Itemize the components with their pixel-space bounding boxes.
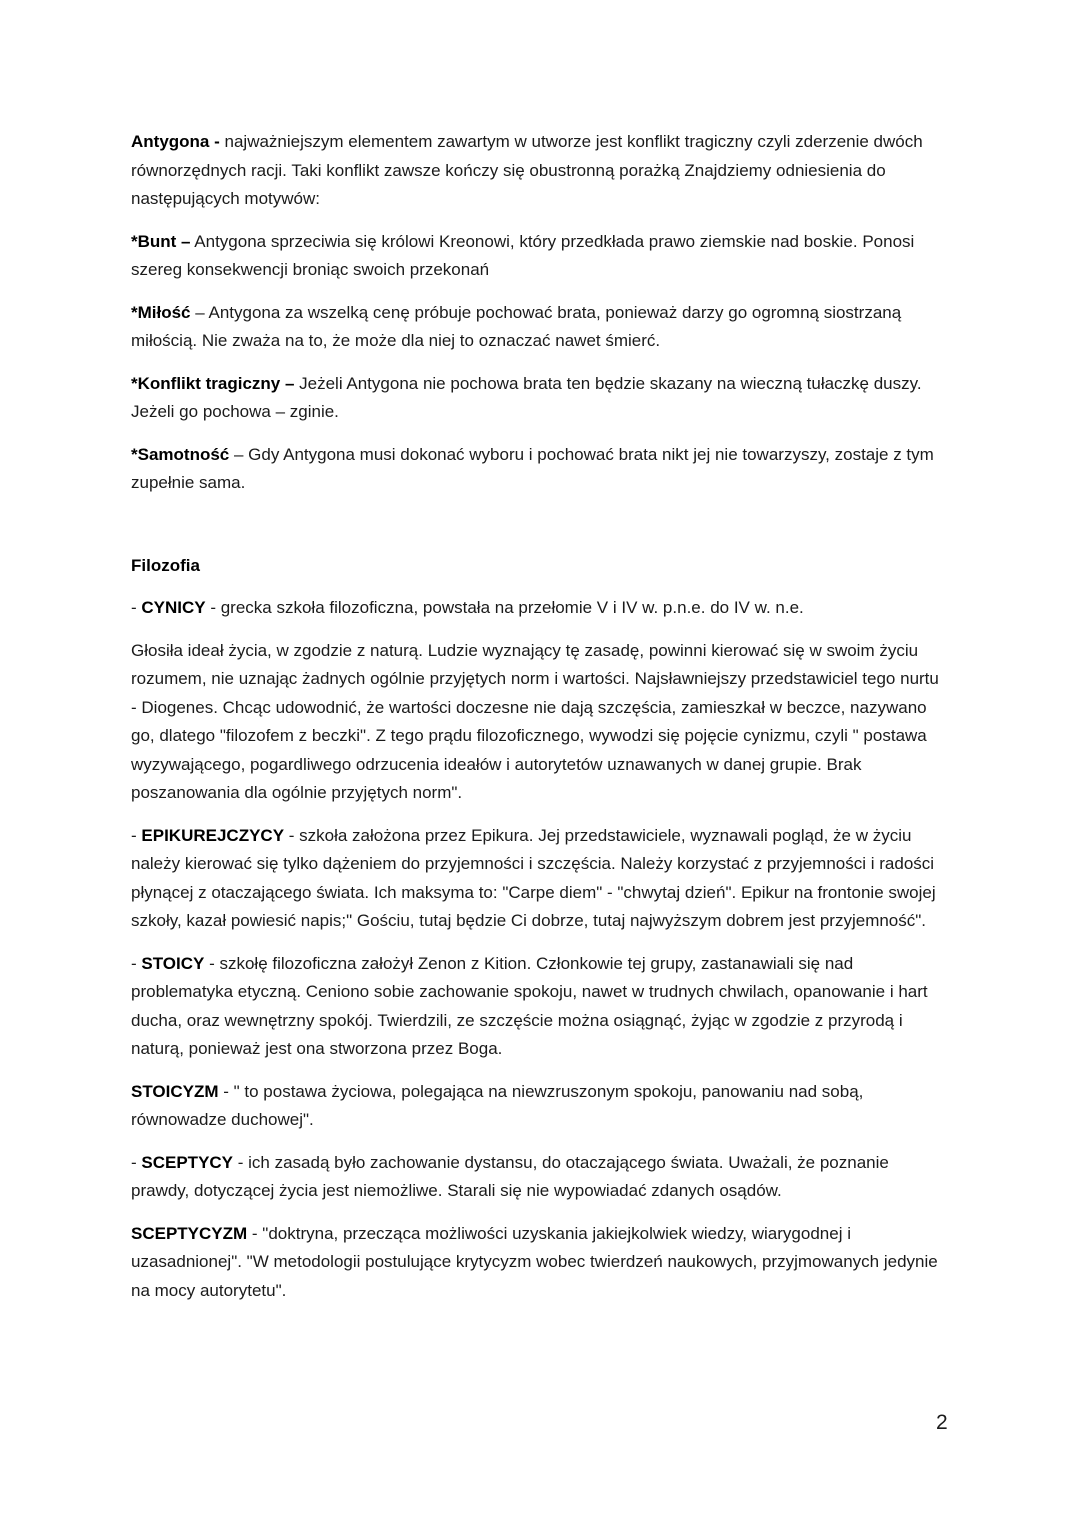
cynicy-description-paragraph: Głosiła ideał życia, w zgodzie z naturą. Ludzie wyznający tę zasadę, powinni kierować się w swoim życiu rozumem, nie uznając żadnych ogólnie przyjętych norm i wartości. Najsławniejszy przedstawiciel tego nurtu - Diogenes. Chcąc udowodnić, że wartości doczesne nie dają szczęścia, zamieszkał w beczce, nazywano go, dlatego "filozofem z beczki". Z tego prądu filozoficznego, wywodzi się pojęcie cynizmu, czyli " postawa wyzywającego, pogardliwego odrzucenia ideałów i autorytetów uznawanych w danej grupie. Brak poszanowania dla ogólnie przyjętych norm". [131, 640, 939, 802]
epikurejczycy-term: EPIKUREJCZYCY [141, 825, 285, 845]
motif-bunt-paragraph [131, 228, 949, 285]
stoicy-text: - szkołę filozoficzna założył Zenon z Kition. Członkowie tej grupy, zastanawiali się nad problematyka etyczną. Ceniono sobie zachowanie spokoju, nawet w trudnych chwilach, opanowanie i hart ducha, oraz wewnętrzny spokój. Twierdzili, ze szczęście można osiągnąć, żyjąc w zgodzie z przyrodą i naturą, ponieważ jest ona stworzona przez Boga. [131, 953, 928, 1058]
cynicy-paragraph [131, 594, 949, 623]
motif-milosc-text: – Antygona za wszelką cenę próbuje pochować brata, ponieważ darzy go ogromną siostrzaną miłością. Nie zważa na to, że może dla niej to oznaczać nawet śmierć. [131, 302, 902, 350]
motif-bunt-term: *Bunt – [131, 231, 191, 251]
stoicyzm-paragraph [131, 1078, 949, 1135]
document-page [131, 128, 949, 1319]
cynicy-text: - grecka szkoła filozoficzna, powstała na przełomie V i IV w. p.n.e. do IV w. n.e. [205, 598, 804, 617]
sceptycy-text: - ich zasadą było zachowanie dystansu, do otaczającego świata. Uważali, że poznanie prawdy, dotyczącej życia jest niemożliwe. Starali się nie wypowiadać zdanych osądów. [131, 1152, 889, 1200]
stoicy-paragraph [131, 950, 949, 1064]
motif-konflikt-text: Jeżeli Antygona nie pochowa brata ten będzie skazany na wieczną tułaczkę duszy. Jeżeli go pochowa – zginie. [131, 373, 922, 421]
stoicy-prefix: - [131, 953, 142, 973]
page-number: 2 [936, 1411, 948, 1434]
antygona-intro-paragraph [131, 128, 949, 214]
motif-milosc-paragraph [131, 299, 949, 356]
sceptycy-term: SCEPTYCY [141, 1152, 234, 1172]
antygona-term: Antygona - [131, 132, 220, 151]
stoicy-term: STOICY [141, 953, 205, 973]
epikurejczycy-prefix: - [131, 825, 142, 845]
antygona-intro-text: najważniejszym elementem zawartym w utworze jest konflikt tragiczny czyli zderzenie dwóch równorzędnych racji. Taki konflikt zawsze kończy się obustronną porażką Znajdziemy odniesienia do następujących motywów: [131, 132, 923, 208]
motif-konflikt-paragraph [131, 370, 949, 427]
motif-samotnosc-text: – Gdy Antygona musi dokonać wyboru i pochować brata nikt jej nie towarzyszy, zostaje z tym zupełnie sama. [131, 444, 934, 492]
motif-bunt-text: Antygona sprzeciwia się królowi Kreonowi, który przedkłada prawo ziemskie nad boskie. Ponosi szereg konsekwencji broniąc swoich przekonań [131, 231, 915, 279]
sceptycyzm-text: - "doktryna, przecząca możliwości uzyskania jakiejkolwiek wiedzy, wiarygodnej i uzasadnionej". "W metodologii postulujące krytycyzm wobec twierdzeń naukowych, przyjmowanych jedynie na mocy autorytetu". [131, 1223, 938, 1300]
epikurejczycy-paragraph [131, 822, 949, 936]
stoicyzm-term: STOICYZM [131, 1081, 219, 1101]
section-title-filozofia: Filozofia [131, 555, 200, 575]
motif-milosc-term: *Miłość [131, 302, 191, 322]
cynicy-prefix: - [131, 598, 142, 617]
cynicy-term: CYNICY [141, 598, 206, 617]
sceptycy-paragraph [131, 1149, 949, 1206]
sceptycyzm-paragraph [131, 1220, 949, 1306]
epikurejczycy-text: - szkoła założona przez Epikura. Jej przedstawiciele, wyznawali pogląd, że w życiu należy kierować się tylko dążeniem do przyjemności i szczęścia. Należy korzystać z przyjemności i radości płynącej z otaczającego świata. Ich maksyma to: "Carpe diem" - "chwytaj dzień". Epikur na frontonie swojej szkoły, kazał powiesić napis;" Gościu, tutaj będzie Ci dobrze, tutaj najwyższym dobrem jest przyjemność". [131, 825, 936, 930]
sceptycy-prefix: - [131, 1152, 142, 1172]
motif-samotnosc-paragraph [131, 441, 949, 498]
stoicyzm-text: - " to postawa życiowa, polegająca na niewzruszonym spokoju, panowaniu nad sobą, równowadze duchowej". [131, 1081, 864, 1129]
motif-samotnosc-term: *Samotność [131, 444, 230, 464]
motif-konflikt-term: *Konflikt tragiczny – [131, 373, 295, 393]
sceptycyzm-term: SCEPTYCYZM [131, 1223, 248, 1243]
